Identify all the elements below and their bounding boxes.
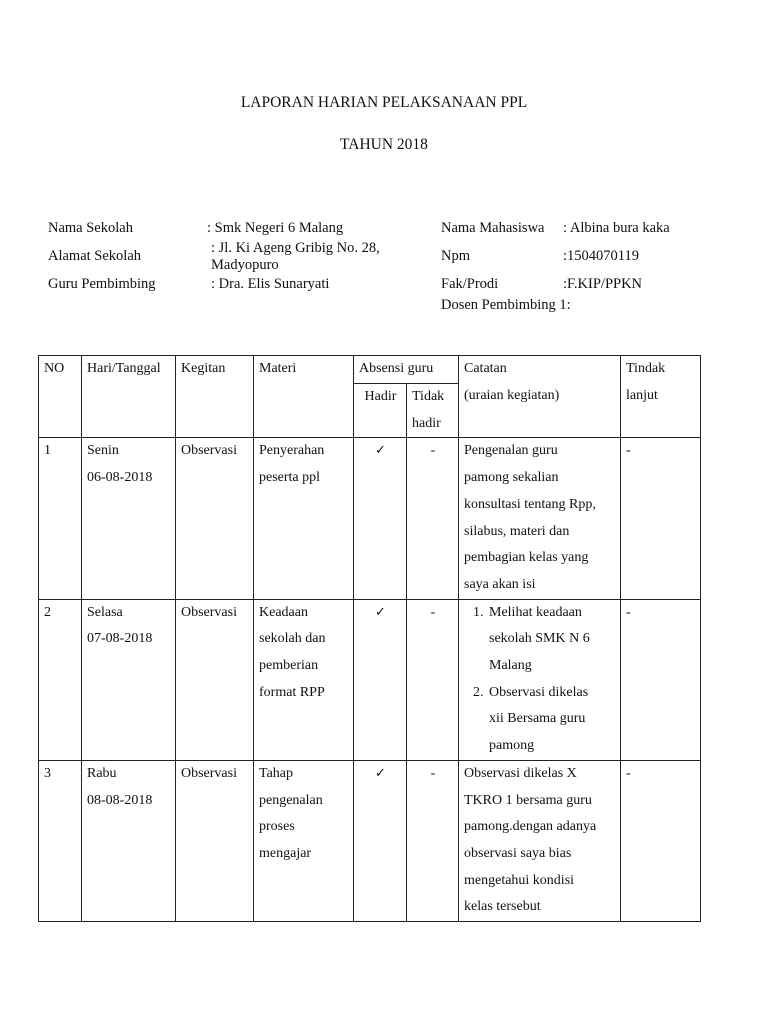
header-no: NO — [39, 356, 82, 438]
materi-line: pemberian — [259, 658, 319, 674]
catatan-line: pamong sekalian — [464, 470, 559, 486]
materi-line: peserta ppl — [259, 470, 321, 486]
catatan-line: pamong.dengan adanya — [464, 819, 597, 835]
report-year: TAHUN 2018 — [340, 136, 428, 153]
row-catatan — [459, 760, 621, 921]
header-hadir: Hadir — [354, 384, 407, 438]
catatan-item-line: 1. Melihat keadaan — [489, 604, 582, 620]
alamat-line-1: : Jl. Ki Ageng Gribig No. 28, — [211, 240, 380, 256]
alamat-line-2: Madyopuro — [211, 257, 279, 273]
row-hadir-check: ✓ — [354, 438, 407, 599]
row-tindak-lanjut: - — [621, 599, 701, 760]
row-tindak-lanjut: - — [621, 438, 701, 599]
header-tidak-line1: Tidak — [412, 389, 445, 404]
header-catatan — [459, 356, 621, 438]
fak-prodi-value: :F.KIP/PPKN — [563, 276, 643, 292]
catatan-list — [464, 600, 616, 760]
nama-sekolah-value: : Smk Negeri 6 Malang — [207, 220, 344, 236]
table-row — [39, 438, 701, 599]
catatan-line: Observasi dikelas X — [464, 765, 577, 781]
nama-mahasiswa-label: Nama Mahasiswa — [441, 220, 545, 236]
row-tindak-lanjut: - — [621, 760, 701, 921]
alamat-sekolah-label: Alamat Sekolah — [48, 248, 142, 264]
materi-line: sekolah dan — [259, 631, 326, 647]
catatan-line: pembagian kelas yang — [464, 550, 589, 566]
catatan-line: silabus, materi dan — [464, 523, 570, 539]
materi-line: Tahap — [259, 765, 294, 781]
row-hari-tanggal — [82, 760, 176, 921]
daily-report-table — [38, 355, 701, 922]
catatan-item-line: pamong — [489, 738, 535, 754]
table-header-row — [39, 356, 701, 384]
row-hari: Rabu — [87, 765, 117, 781]
nama-sekolah-label: Nama Sekolah — [48, 220, 133, 236]
header-tidak-line2: hadir — [412, 415, 441, 431]
materi-line: format RPP — [259, 684, 325, 700]
row-hari-tanggal — [82, 438, 176, 599]
header-kegiatan: Kegitan — [176, 356, 254, 438]
catatan-line: konsultasi tentang Rpp, — [464, 496, 596, 512]
materi-line: pengenalan — [259, 792, 323, 808]
npm-value: :1504070119 — [563, 248, 639, 264]
fak-prodi-label: Fak/Prodi — [441, 276, 499, 292]
npm-label: Npm — [441, 248, 470, 264]
row-hari: Selasa — [87, 604, 123, 620]
row-kegiatan: Observasi — [176, 438, 254, 599]
header-tidak-hadir — [407, 384, 459, 438]
table-row — [39, 599, 701, 760]
materi-line: Penyerahan — [259, 443, 325, 459]
row-hadir-check: ✓ — [354, 599, 407, 760]
catatan-item-line: Malang — [489, 658, 532, 674]
catatan-line: mengetahui kondisi — [464, 872, 575, 888]
materi-line: mengajar — [259, 845, 312, 861]
row-no: 1 — [39, 438, 82, 599]
guru-pembimbing-label: Guru Pembimbing — [48, 276, 156, 292]
row-hari-tanggal — [82, 599, 176, 760]
header-catatan-line2: (uraian kegiatan) — [464, 387, 560, 403]
catatan-list-item — [487, 600, 616, 680]
catatan-list-item — [487, 680, 616, 760]
header-tindak-lanjut — [621, 356, 701, 438]
row-hadir-check: ✓ — [354, 760, 407, 921]
catatan-line: TKRO 1 bersama guru — [464, 792, 592, 808]
row-materi — [254, 760, 354, 921]
catatan-line: saya akan isi — [464, 576, 536, 592]
materi-line: proses — [259, 819, 295, 835]
catatan-line: Pengenalan guru — [464, 443, 558, 459]
header-tindak-line1: Tindak — [626, 361, 666, 376]
guru-pembimbing-value: : Dra. Elis Sunaryati — [211, 276, 330, 292]
materi-line: Keadaan — [259, 604, 308, 620]
row-catatan — [459, 438, 621, 599]
catatan-line: observasi saya bias — [464, 845, 572, 861]
dosen-pembimbing-label: Dosen Pembimbing 1: — [441, 297, 571, 313]
header-hari-tanggal: Hari/Tanggal — [82, 356, 176, 438]
row-hari: Senin — [87, 443, 119, 459]
catatan-item-line: 2. Observasi dikelas — [489, 684, 589, 700]
header-catatan-line1: Catatan — [464, 361, 507, 376]
row-no: 3 — [39, 760, 82, 921]
row-tidak-hadir: - — [407, 438, 459, 599]
row-materi — [254, 438, 354, 599]
row-tanggal: 06-08-2018 — [87, 470, 153, 486]
catatan-item-line: sekolah SMK N 6 — [489, 631, 590, 647]
row-tanggal: 08-08-2018 — [87, 792, 153, 808]
row-kegiatan: Observasi — [176, 760, 254, 921]
row-tidak-hadir: - — [407, 760, 459, 921]
row-materi — [254, 599, 354, 760]
header-absensi: Absensi guru — [354, 356, 459, 384]
alamat-sekolah-value — [211, 240, 421, 274]
header-materi: Materi — [254, 356, 354, 438]
catatan-line: kelas tersebut — [464, 899, 541, 915]
row-tidak-hadir: - — [407, 599, 459, 760]
report-title: LAPORAN HARIAN PELAKSANAAN PPL — [240, 94, 528, 111]
row-catatan — [459, 599, 621, 760]
row-no: 2 — [39, 599, 82, 760]
header-tindak-line2: lanjut — [626, 387, 658, 403]
catatan-item-line: xii Bersama guru — [489, 711, 586, 727]
row-tanggal: 07-08-2018 — [87, 631, 153, 647]
table-row — [39, 760, 701, 921]
row-kegiatan: Observasi — [176, 599, 254, 760]
nama-mahasiswa-value: : Albina bura kaka — [563, 220, 670, 236]
